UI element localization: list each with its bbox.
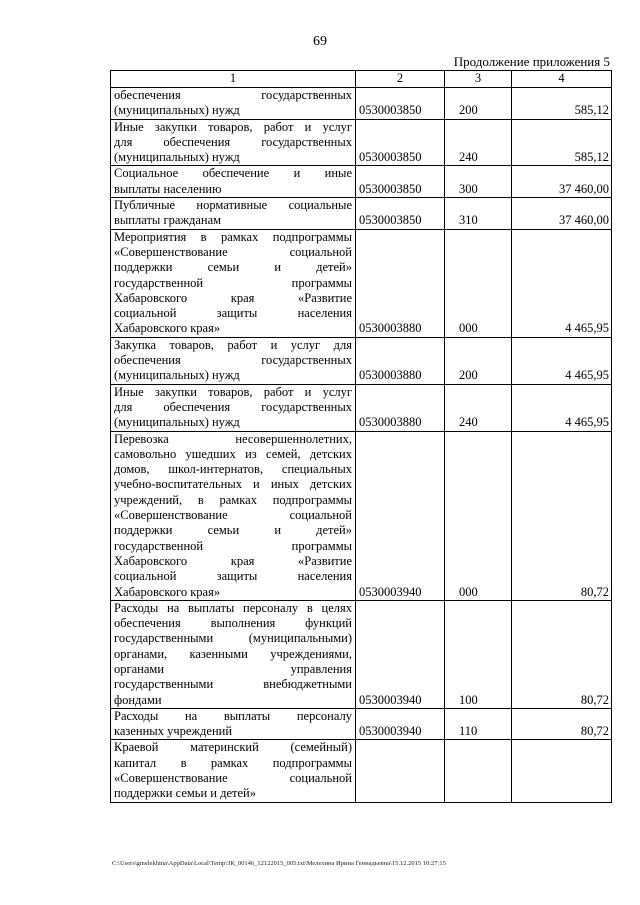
description-line: Закупка товаров, работ и услуг для [114, 337, 352, 352]
description-line: для обеспечения государственных [114, 399, 352, 414]
description-line: государственными (муниципальными) [114, 631, 352, 646]
row-expense-kind: 300 [445, 166, 512, 198]
row-expense-kind: 100 [445, 600, 512, 708]
description-line: поддержки семьи и детей» [114, 523, 352, 538]
description-line: государственными внебюджетными [114, 677, 352, 692]
description-line: Хабаровского края» [114, 584, 221, 599]
description-line: Расходы на выплаты персоналу [114, 708, 352, 723]
header-col-3: 3 [445, 71, 512, 88]
table-row [111, 600, 612, 708]
row-target-code: 0530003880 [356, 229, 445, 337]
description-line: Хабаровского края «Развитие [114, 553, 352, 568]
row-target-code: 0530003940 [356, 708, 445, 740]
description-line: (муниципальных) нужд [114, 368, 240, 383]
row-description [111, 384, 356, 431]
row-target-code: 0530003850 [356, 198, 445, 230]
description-line: Иные закупки товаров, работ и услуг [114, 119, 352, 134]
description-line: Мероприятия в рамках подпрограммы [114, 229, 352, 244]
table-row [111, 198, 612, 230]
table-row [111, 337, 612, 384]
row-description [111, 337, 356, 384]
header-col-1: 1 [111, 71, 356, 88]
table-row [111, 384, 612, 431]
description-line: Социальное обеспечение и иные [114, 166, 352, 181]
description-line: обеспечения государственных [114, 88, 352, 102]
description-line: капитал в рамках подпрограммы [114, 755, 352, 770]
row-target-code: 0530003880 [356, 384, 445, 431]
row-amount: 585,12 [512, 119, 612, 166]
description-line: «Совершенствование социальной [114, 244, 352, 259]
row-description [111, 166, 356, 198]
row-target-code: 0530003880 [356, 337, 445, 384]
description-line: (муниципальных) нужд [114, 150, 240, 165]
row-expense-kind: 000 [445, 431, 512, 600]
table-row [111, 166, 612, 198]
description-line: фондами [114, 692, 162, 707]
row-amount [512, 740, 612, 802]
description-line: Хабаровского края «Развитие [114, 290, 352, 305]
continuation-label: Продолжение приложения 5 [453, 54, 610, 69]
description-line: (муниципальных) нужд [114, 415, 240, 430]
row-description [111, 229, 356, 337]
table-header-row [111, 71, 612, 88]
description-line: органами, казенными учреждениями, [114, 646, 352, 661]
row-target-code: 0530003940 [356, 600, 445, 708]
row-target-code: 0530003850 [356, 119, 445, 166]
row-amount: 4 465,95 [512, 384, 612, 431]
description-line: домов, школ-интернатов, специальных [114, 462, 352, 477]
row-target-code: 0530003850 [356, 88, 445, 120]
table-row [111, 88, 612, 120]
row-description [111, 708, 356, 740]
description-line: поддержки семьи и детей» [114, 260, 352, 275]
row-description [111, 431, 356, 600]
row-expense-kind: 200 [445, 88, 512, 120]
row-expense-kind: 110 [445, 708, 512, 740]
row-expense-kind: 000 [445, 229, 512, 337]
row-amount: 4 465,95 [512, 337, 612, 384]
description-line: Краевой материнский (семейный) [114, 740, 352, 755]
row-description [111, 198, 356, 230]
description-line: государственной программы [114, 275, 352, 290]
page-number: 69 [313, 34, 327, 49]
row-expense-kind: 200 [445, 337, 512, 384]
description-line: учреждений, в рамках подпрограммы [114, 492, 352, 507]
description-line: казенных учреждений [114, 724, 233, 739]
header-col-4: 4 [512, 71, 612, 88]
description-line: Публичные нормативные социальные [114, 198, 352, 213]
row-expense-kind: 310 [445, 198, 512, 230]
table-row [111, 119, 612, 166]
description-line: выплаты гражданам [114, 213, 222, 228]
description-line: обеспечения государственных [114, 353, 352, 368]
description-line: «Совершенствование социальной [114, 771, 352, 786]
description-line: самовольно ушедших из семей, детских [114, 446, 352, 461]
row-description [111, 119, 356, 166]
row-expense-kind: 240 [445, 119, 512, 166]
description-line: Иные закупки товаров, работ и услуг [114, 384, 352, 399]
row-target-code: 0530003940 [356, 431, 445, 600]
description-line: «Совершенствование социальной [114, 508, 352, 523]
row-description [111, 740, 356, 802]
row-target-code [356, 740, 445, 802]
description-line: социальной защиты населения [114, 306, 352, 321]
row-amount: 585,12 [512, 88, 612, 120]
row-amount: 80,72 [512, 600, 612, 708]
description-line: Перевозка несовершеннолетних, [114, 431, 352, 446]
row-amount: 4 465,95 [512, 229, 612, 337]
table-row [111, 229, 612, 337]
row-expense-kind: 240 [445, 384, 512, 431]
description-line: Расходы на выплаты персоналу в целях [114, 600, 352, 615]
row-description [111, 88, 356, 120]
description-line: органами управления [114, 661, 352, 676]
table-row [111, 431, 612, 600]
row-amount: 37 460,00 [512, 166, 612, 198]
description-line: социальной защиты населения [114, 569, 352, 584]
description-line: поддержки семьи и детей» [114, 786, 256, 801]
description-line: выплаты населению [114, 181, 222, 196]
description-line: для обеспечения государственных [114, 134, 352, 149]
row-target-code: 0530003850 [356, 166, 445, 198]
row-amount: 37 460,00 [512, 198, 612, 230]
header-col-2: 2 [356, 71, 445, 88]
table-row [111, 708, 612, 740]
description-line: обеспечения выполнения функций [114, 616, 352, 631]
row-expense-kind [445, 740, 512, 802]
row-description [111, 600, 356, 708]
description-line: Хабаровского края» [114, 321, 221, 336]
table-body [111, 88, 612, 803]
row-amount: 80,72 [512, 431, 612, 600]
description-line: (муниципальных) нужд [114, 103, 240, 118]
description-line: учебно-воспитательных и иных детских [114, 477, 352, 492]
table-row [111, 740, 612, 802]
footer-path: C:\Users\gmelekhina\AppData\Local\Temp\ЗК_00146_12122015_005.txt\Мелехина Ирина Геннадьевна\15.12.2015 10:27:15 [112, 860, 446, 867]
budget-table [110, 70, 612, 803]
description-line: государственной программы [114, 538, 352, 553]
row-amount: 80,72 [512, 708, 612, 740]
